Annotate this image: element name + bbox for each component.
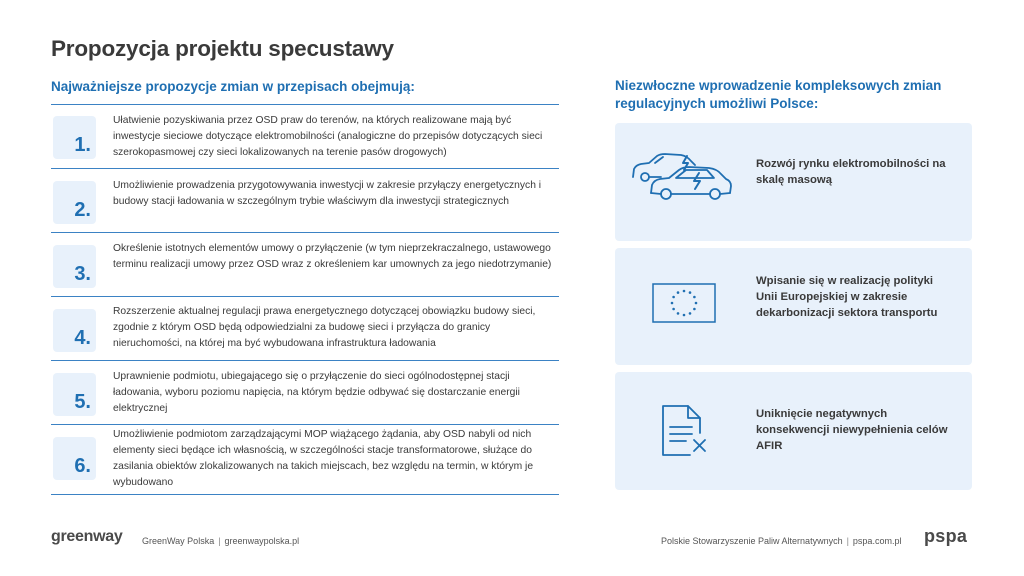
proposals-heading: Najważniejsze propozycje zmian w przepisach obejmują:	[51, 79, 415, 94]
benefit-card-2	[615, 248, 972, 365]
proposal-list	[51, 105, 559, 495]
footer-left	[142, 536, 299, 546]
footer-separator: |	[218, 536, 221, 546]
footer-right-url[interactable]: pspa.com.pl	[852, 536, 902, 546]
benefit-text: Rozwój rynku elektromobilności na skalę masową	[756, 158, 946, 186]
footer-right-org: Polskie Stowarzyszenie Paliw Alternatywnych	[661, 536, 843, 546]
proposal-number: 1.	[53, 116, 96, 159]
proposal-item-5	[51, 361, 559, 425]
proposal-text: Uprawnienie podmiotu, ubiegającego się o przyłączenie do sieci ogólnodostępnej stacji ładowania, wyboru poziomu napięcia, na którym będzie odbywać się dostarczanie energii elektrycznej	[113, 371, 520, 414]
proposal-number: 6.	[53, 437, 96, 480]
proposal-item-4	[51, 297, 559, 361]
proposal-number: 4.	[53, 309, 96, 352]
benefit-card-3	[615, 372, 972, 490]
page-title: Propozycja projektu specustawy	[51, 36, 394, 61]
footer-right	[661, 536, 901, 546]
proposal-text: Ułatwienie pozyskiwania przez OSD praw do terenów, na których realizowane mają być inwestycje sieciowe dotyczące elektromobilności (analogiczne do przepisów dotyczących sieci szerokopasmowej czy sieci lokalizowanych na terenie pasów drogowych)	[113, 115, 543, 158]
proposal-text: Umożliwienie prowadzenia przygotowywania inwestycji w zakresie przyłączy energetycznych i budowy stacji ładowania w szczególnym trybie właściwym dla inwestycji strategicznych	[113, 180, 542, 207]
electric-car-icon	[629, 151, 735, 212]
proposal-text: Określenie istotnych elementów umowy o przyłączenie (w tym nieprzekraczalnego, ustawowego terminu realizacji umowy przez OSD wraz z określeniem kar umownych za jego niedotrzymanie)	[113, 243, 552, 270]
proposal-number: 5.	[53, 373, 96, 416]
proposal-text: Rozszerzenie aktualnej regulacji prawa energetycznego dotyczącej obowiązku budowy sieci, zgodnie z którym OSD będą odpowiedzialni za budowę sieci i przyłącza do granicy nieruchomości, na której ma być wybudowana infrastruktura ładowania	[113, 306, 536, 349]
proposal-item-1	[51, 105, 559, 169]
proposal-number: 2.	[53, 181, 96, 224]
footer-separator: |	[846, 536, 849, 546]
greenway-logo: greenway	[51, 528, 123, 545]
footer-left-url[interactable]: greenwaypolska.pl	[224, 536, 300, 546]
proposal-item-3	[51, 233, 559, 297]
proposal-number: 3.	[53, 245, 96, 288]
proposal-item-2	[51, 169, 559, 233]
proposal-item-6	[51, 425, 559, 495]
document-cancel-icon	[660, 403, 710, 464]
proposal-text: Umożliwienie podmiotom zarządzającymi MOP wiążącego żądania, aby OSD nabyli od nich elementy sieci będące ich własnością, w szczególności stacje transformatorowe, służące do zasilania obiektów zlokalizowanych na takich miejscach, bez względu na termin, w którym je wybudowano	[113, 429, 534, 488]
pspa-logo: pspa	[924, 526, 968, 546]
benefits-heading: Niezwłoczne wprowadzenie kompleksowych zmian regulacyjnych umożliwi Polsce:	[615, 78, 942, 111]
benefit-card-1	[615, 123, 972, 241]
eu-flag-icon	[652, 283, 716, 328]
benefit-text: Uniknięcie negatywnych konsekwencji niewypełnienia celów AFIR	[756, 408, 948, 452]
footer-left-org: GreenWay Polska	[142, 536, 215, 546]
benefit-text: Wpisanie się w realizację polityki Unii Europejskiej w zakresie dekarbonizacji sektora transportu	[756, 275, 938, 319]
